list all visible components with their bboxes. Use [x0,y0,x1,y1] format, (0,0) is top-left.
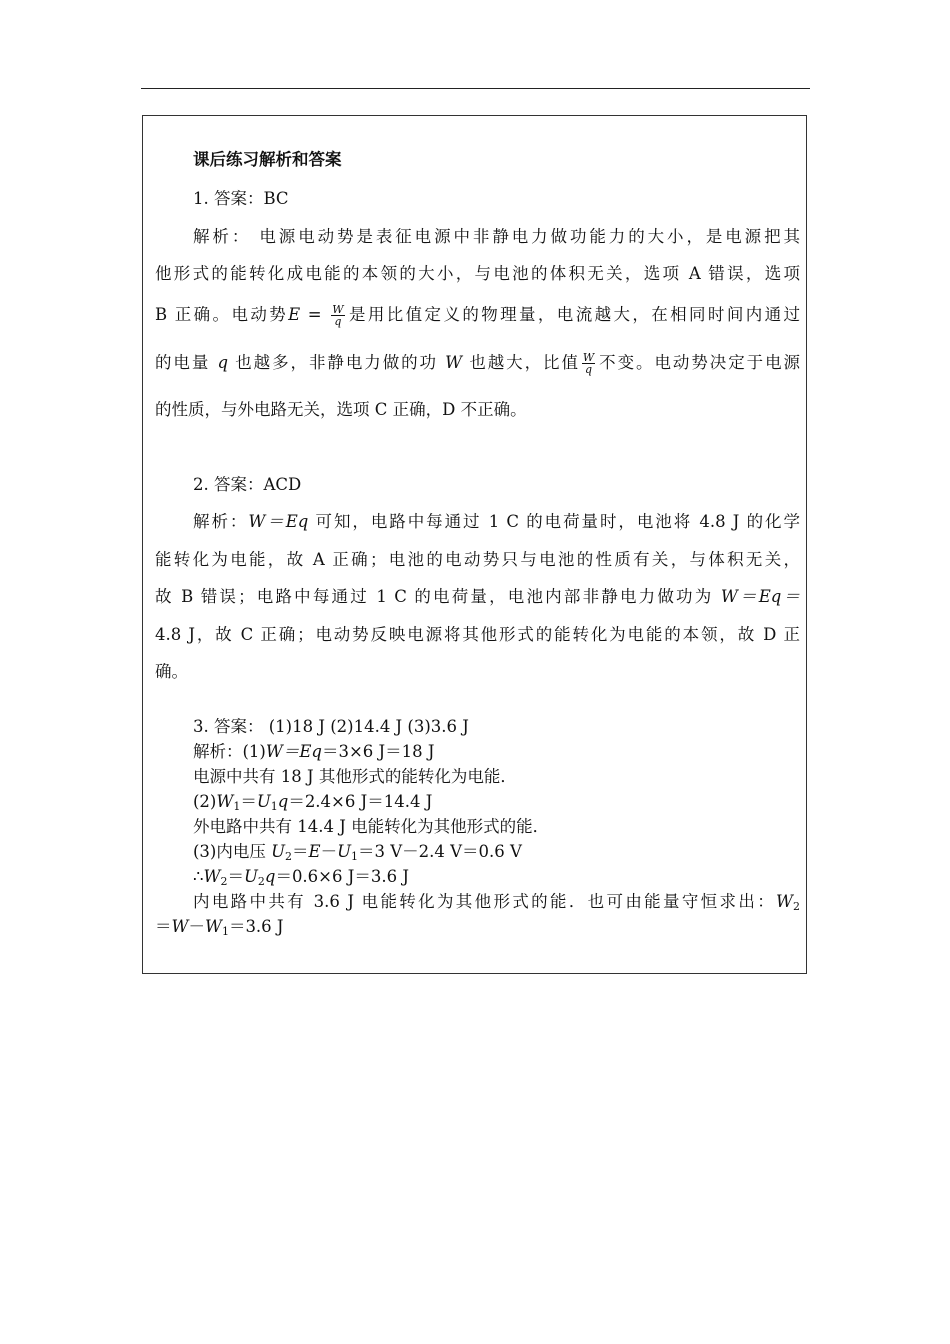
emf-symbol: E [308,842,321,861]
q3-line-7 [193,891,800,913]
u1-symbol: U [337,842,351,861]
q2-line-2: 能转化为电能，故 A 正确；电池的电动势只与电池的性质有关，与体积无关， [155,550,800,569]
u2-symbol: U [271,842,286,861]
header-rule [141,88,810,89]
w1-symbol: W [204,917,222,936]
charge-symbol: q [277,792,289,811]
q2-line-3 [155,586,800,608]
fraction-numerator: W [582,351,595,364]
emf-symbol: E [288,305,301,324]
q2-line-3-text-a: 故 B 错误；电路中每通过 1 C 的电荷量，电池内部非静电力做功为 [155,587,721,606]
q3-line-8-result: ＝3.6 J [228,917,284,936]
subscript: 1 [270,800,278,813]
q3-line-6 [193,866,409,888]
q1-line-3-text-b: 是用比值定义的物理量，电流越大，在相同时间内通过 [346,305,801,324]
q2-line-1-text-b: 可知，电路中每通过 1 C 的电荷量时，电池将 4.8 J 的化学 [308,512,801,531]
fraction-numerator: W [332,303,344,316]
q1-line-1: 解析： 电源电动势是表征电源中非静电力做功能力的大小，是电源把其 [193,227,800,246]
formula-w-eq: W＝Eq [265,742,322,761]
formula-w-eq-2: W＝Eq＝ [720,587,801,606]
q3-line-1-text-b: ＝3×6 J＝18 J [321,742,435,761]
w2-symbol: W [776,892,793,911]
q3-line-3 [193,791,432,813]
subscript: 2 [793,900,800,913]
q3-line-4: 外电路中共有 14.4 J 电能转化为其他形式的能． [193,817,550,836]
u1-symbol: U [256,792,271,811]
section-title: 课后练习解析和答案 [193,150,342,169]
q1-line-4-text-c: 也越大，比值 [462,353,580,372]
q3-line-1-text-a: 解析：(1) [193,742,266,761]
q3-line-5 [193,841,522,863]
charge-symbol: q [217,353,229,372]
q3-line-3-prefix: (2) [193,792,217,811]
fraction-denominator: q [334,315,342,328]
fraction-w-over-q [331,304,344,327]
q1-line-3-text-a: B 正确。电动势 [155,305,289,324]
equals-sign: = [300,305,330,324]
equals-sign: ＝ [292,842,309,861]
q1-line-5: 的性质，与外电路无关，选项 C 正确，D 不正确。 [155,400,527,419]
q1-line-4 [155,348,800,378]
therefore-symbol: ∴ [193,867,204,886]
q3-answer: 3. 答案： (1)18 J (2)14.4 J (3)3.6 J [193,717,469,736]
q3-line-2: 电源中共有 18 J 其他形式的能转化为电能． [193,767,517,786]
subscript: 1 [350,850,358,863]
work-symbol: W [445,353,463,372]
equals-sign: ＝ [240,792,257,811]
subscript: 2 [257,875,265,888]
q2-line-1-text-a: 解析： [193,512,249,531]
q2-line-5: 确。 [155,662,188,681]
q1-line-2: 他形式的能转化成电能的本领的大小，与电池的体积无关，选项 A 错误，选项 [155,264,800,283]
equals-sign: ＝ [155,917,172,936]
subscript: 1 [233,800,241,813]
fraction-ratio [582,352,595,375]
minus-sign: － [188,917,205,936]
subscript: 2 [220,875,228,888]
q2-line-1 [193,511,800,533]
fraction-denominator: q [585,363,593,376]
q1-answer: 1. 答案：BC [193,189,289,208]
w1-symbol: W [216,792,234,811]
q1-line-3 [155,300,800,330]
q3-line-5-prefix: (3)内电压 [193,842,272,861]
q3-line-1 [193,741,435,763]
w2-symbol: W [203,867,221,886]
subscript: 2 [285,850,293,863]
q2-answer: 2. 答案：ACD [193,475,302,494]
q3-line-8 [155,916,284,938]
q3-line-6-result: ＝0.6×6 J＝3.6 J [275,867,409,886]
q1-line-4-text-d: 不变。电动势决定于电源 [597,353,800,372]
equals-sign: ＝ [227,867,244,886]
charge-symbol: q [264,867,276,886]
q3-line-5-result: ＝3 V－2.4 V＝0.6 V [357,842,522,861]
q1-line-4-text-a: 的电量 [155,353,218,372]
subscript: 1 [221,925,229,938]
q3-line-3-result: ＝2.4×6 J＝14.4 J [288,792,433,811]
formula-w-eq: W＝Eq [248,512,309,531]
q1-line-4-text-b: 也越多，非静电力做的功 [228,353,446,372]
w-symbol: W [171,917,189,936]
q3-line-7-text: 内电路中共有 3.6 J 电能转化为其他形式的能．也可由能量守恒求出： [193,892,777,911]
u2-symbol: U [243,867,258,886]
q2-line-4: 4.8 J，故 C 正确；电动势反映电源将其他形式的能转化为电能的本领，故 D 正 [155,625,800,644]
minus-sign: － [320,842,338,861]
